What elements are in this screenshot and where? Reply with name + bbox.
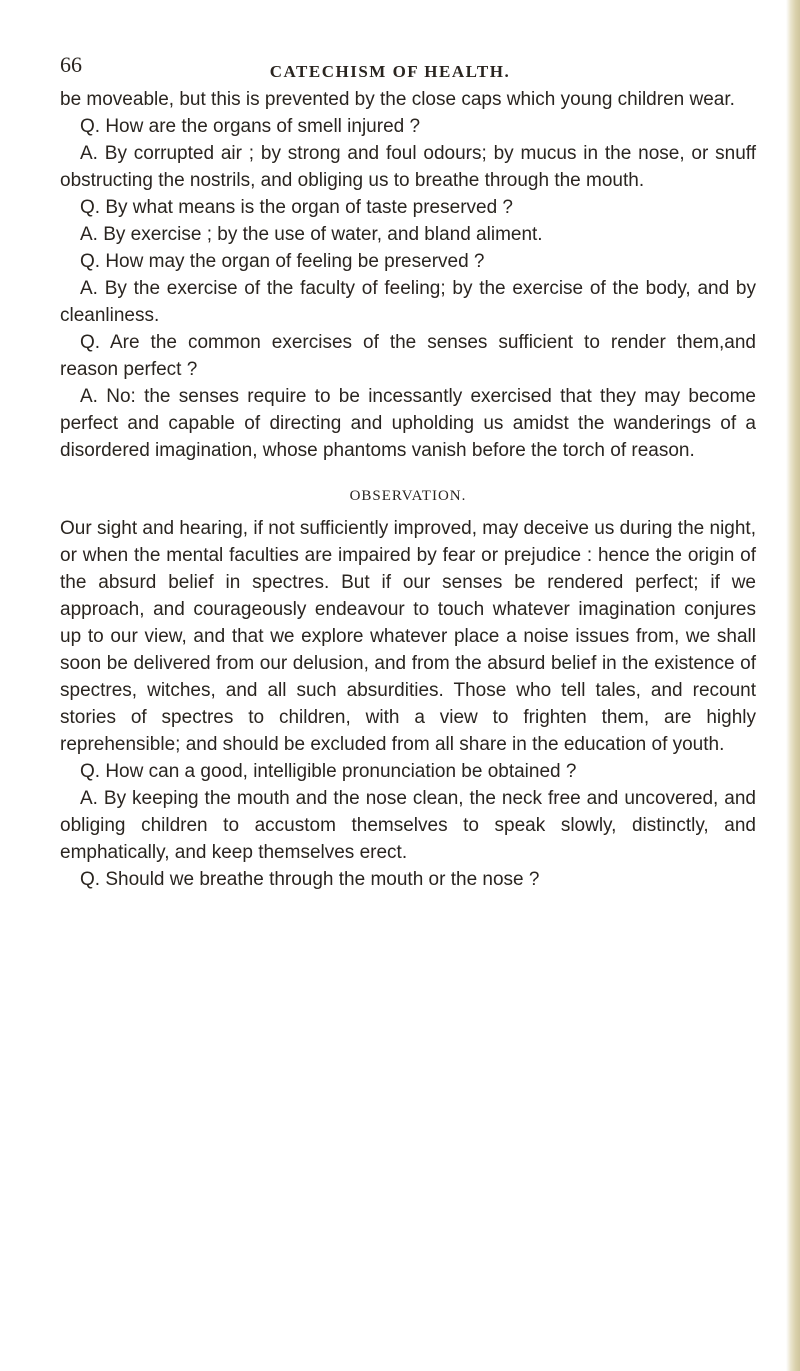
page-header xyxy=(60,52,760,82)
paragraph: be moveable, but this is prevented by the close caps which young children wear. xyxy=(60,89,735,110)
answer: A. By keeping the mouth and the nose clean, the neck free and uncovered, and obliging children to accustom themselves to speak slowly, distinctly, and emphatically, and keep themselves erect. xyxy=(60,788,756,863)
page-body xyxy=(60,86,756,893)
section-title: OBSERVATION. xyxy=(349,488,467,504)
question: Q. Are the common exercises of the senses sufficient to render them,and reason perfect ? xyxy=(60,332,756,380)
question: Q. How may the organ of feeling be preserved ? xyxy=(80,251,485,272)
answer: A. By the exercise of the faculty of feeling; by the exercise of the body, and by cleanliness. xyxy=(60,278,756,326)
page-number: 66 xyxy=(60,52,82,77)
observation-paragraph: Our sight and hearing, if not sufficiently improved, may deceive us during the night, or when the mental faculties are impaired by fear or prejudice : hence the origin of the absurd belief in spectres. But if our senses be rendered perfect; if we approach, and courageously endeavour to touch whatever imagination conjures up to our view, and that we explore whatever place a noise issues from, we shall soon be delivered from our delusion, and from the absurd belief in the existence of spectres, witches, and all such absurdities. Those who tell tales, and recount stories of spectres to children, with a view to frighten them, are highly reprehensible; and should be excluded from all share in the education of youth. xyxy=(60,518,756,755)
question: Q. By what means is the organ of taste preserved ? xyxy=(80,197,514,218)
running-title: CATECHISM OF HEALTH. xyxy=(269,62,511,81)
page-edge xyxy=(786,0,800,1371)
answer: A. By corrupted air ; by strong and foul odours; by mucus in the nose, or snuff obstructing the nostrils, and obliging us to breathe through the mouth. xyxy=(60,143,756,191)
question: Q. How are the organs of smell injured ? xyxy=(80,116,421,137)
answer: A. No: the senses require to be incessantly exercised that they may become perfect and capable of directing and upholding us amidst the wanderings of a disordered imagination, whose phantoms vanish before the torch of reason. xyxy=(60,386,756,461)
answer: A. By exercise ; by the use of water, and bland aliment. xyxy=(80,224,543,245)
question: Q. How can a good, intelligible pronunciation be obtained ? xyxy=(80,761,577,782)
question: Q. Should we breathe through the mouth or the nose ? xyxy=(80,869,540,890)
